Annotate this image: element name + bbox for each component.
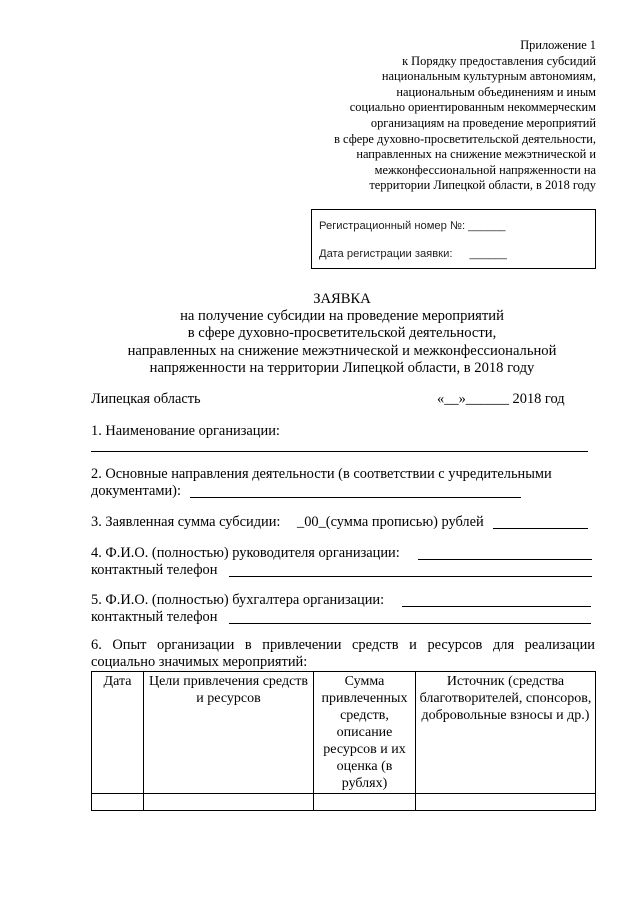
org-name-label: 1. Наименование организации: bbox=[91, 423, 280, 439]
head-fio-field[interactable] bbox=[418, 559, 592, 560]
registration-date-blank: ______ bbox=[469, 248, 507, 260]
table-cell[interactable] bbox=[416, 794, 596, 811]
accountant-phone-label: контактный телефон bbox=[91, 609, 218, 625]
column-header-goals: Цели привлечения средств и ресурсов bbox=[144, 672, 314, 794]
appendix-line: организациям на проведение мероприятий bbox=[370, 115, 596, 130]
table-cell[interactable] bbox=[92, 794, 144, 811]
table-cell[interactable] bbox=[144, 794, 314, 811]
head-phone-label: контактный телефон bbox=[91, 562, 218, 578]
column-header-date: Дата bbox=[92, 672, 144, 794]
appendix-line: направленных на снижение межэтнической и bbox=[356, 147, 596, 162]
appendix-line: национальным культурным автономиям, bbox=[381, 69, 596, 84]
appendix-line: территории Липецкой области, в 2018 году bbox=[369, 178, 596, 193]
application-title bbox=[90, 291, 594, 377]
appendix-line: к Порядку предоставления субсидий bbox=[402, 53, 596, 68]
org-name-field[interactable] bbox=[91, 451, 588, 452]
experience-label: 6. Опыт организации в привлечении средств и ресурсов для реализации bbox=[91, 637, 595, 653]
title-line: на получение субсидии на проведение мероприятий bbox=[180, 308, 504, 325]
accountant-phone-field[interactable] bbox=[229, 623, 591, 624]
registration-number-label: Регистрационный номер №: ______ bbox=[319, 220, 506, 232]
appendix-line: социально ориентированным некоммерческим bbox=[349, 100, 596, 115]
directions-label-cont: документами): bbox=[91, 483, 181, 499]
date-field[interactable]: «__»______ 2018 год bbox=[437, 391, 565, 407]
appendix-line: в сфере духовно-просветительской деятельности, bbox=[334, 131, 596, 146]
appendix-line: Приложение 1 bbox=[520, 38, 596, 52]
column-header-source: Источник (средства благотворителей, спонсоров, добровольные взносы и др.) bbox=[416, 672, 596, 794]
directions-field[interactable] bbox=[190, 497, 521, 498]
title-line: напряженности на территории Липецкой области, в 2018 году bbox=[149, 359, 535, 376]
place-label: Липецкая область bbox=[91, 391, 201, 407]
subsidy-value[interactable]: _00_(сумма прописью) рублей bbox=[297, 514, 484, 530]
title-line: направленных на снижение межэтнической и межконфессиональной bbox=[127, 342, 557, 359]
directions-label: 2. Основные направления деятельности (в соответствии с учредительными bbox=[91, 466, 552, 482]
title-heading: ЗАЯВКА bbox=[313, 291, 371, 307]
experience-table bbox=[91, 671, 596, 811]
table-row bbox=[92, 794, 596, 811]
registration-box bbox=[311, 209, 596, 269]
title-line: в сфере духовно-просветительской деятельности, bbox=[187, 325, 497, 342]
appendix-block bbox=[276, 38, 596, 194]
appendix-line: национальным объединениям и иным bbox=[396, 84, 596, 99]
subsidy-field-tail[interactable] bbox=[493, 528, 588, 529]
registration-date-row bbox=[319, 248, 507, 260]
accountant-fio-label: 5. Ф.И.О. (полностью) бухгалтера организации: bbox=[91, 592, 385, 608]
head-fio-label: 4. Ф.И.О. (полностью) руководителя организации: bbox=[91, 545, 400, 561]
registration-date-label: Дата регистрации заявки: bbox=[319, 248, 453, 260]
column-header-amount: Сумма привлеченных средств, описание ресурсов и их оценка (в рублях) bbox=[314, 672, 416, 794]
table-cell[interactable] bbox=[314, 794, 416, 811]
appendix-line: межконфессиональной напряженности на bbox=[374, 162, 596, 177]
head-phone-field[interactable] bbox=[229, 576, 592, 577]
experience-label-cont: социально значимых мероприятий: bbox=[91, 654, 308, 670]
subsidy-label: 3. Заявленная сумма субсидии: bbox=[91, 514, 281, 530]
table-header-row bbox=[92, 672, 596, 794]
accountant-fio-field[interactable] bbox=[402, 606, 591, 607]
